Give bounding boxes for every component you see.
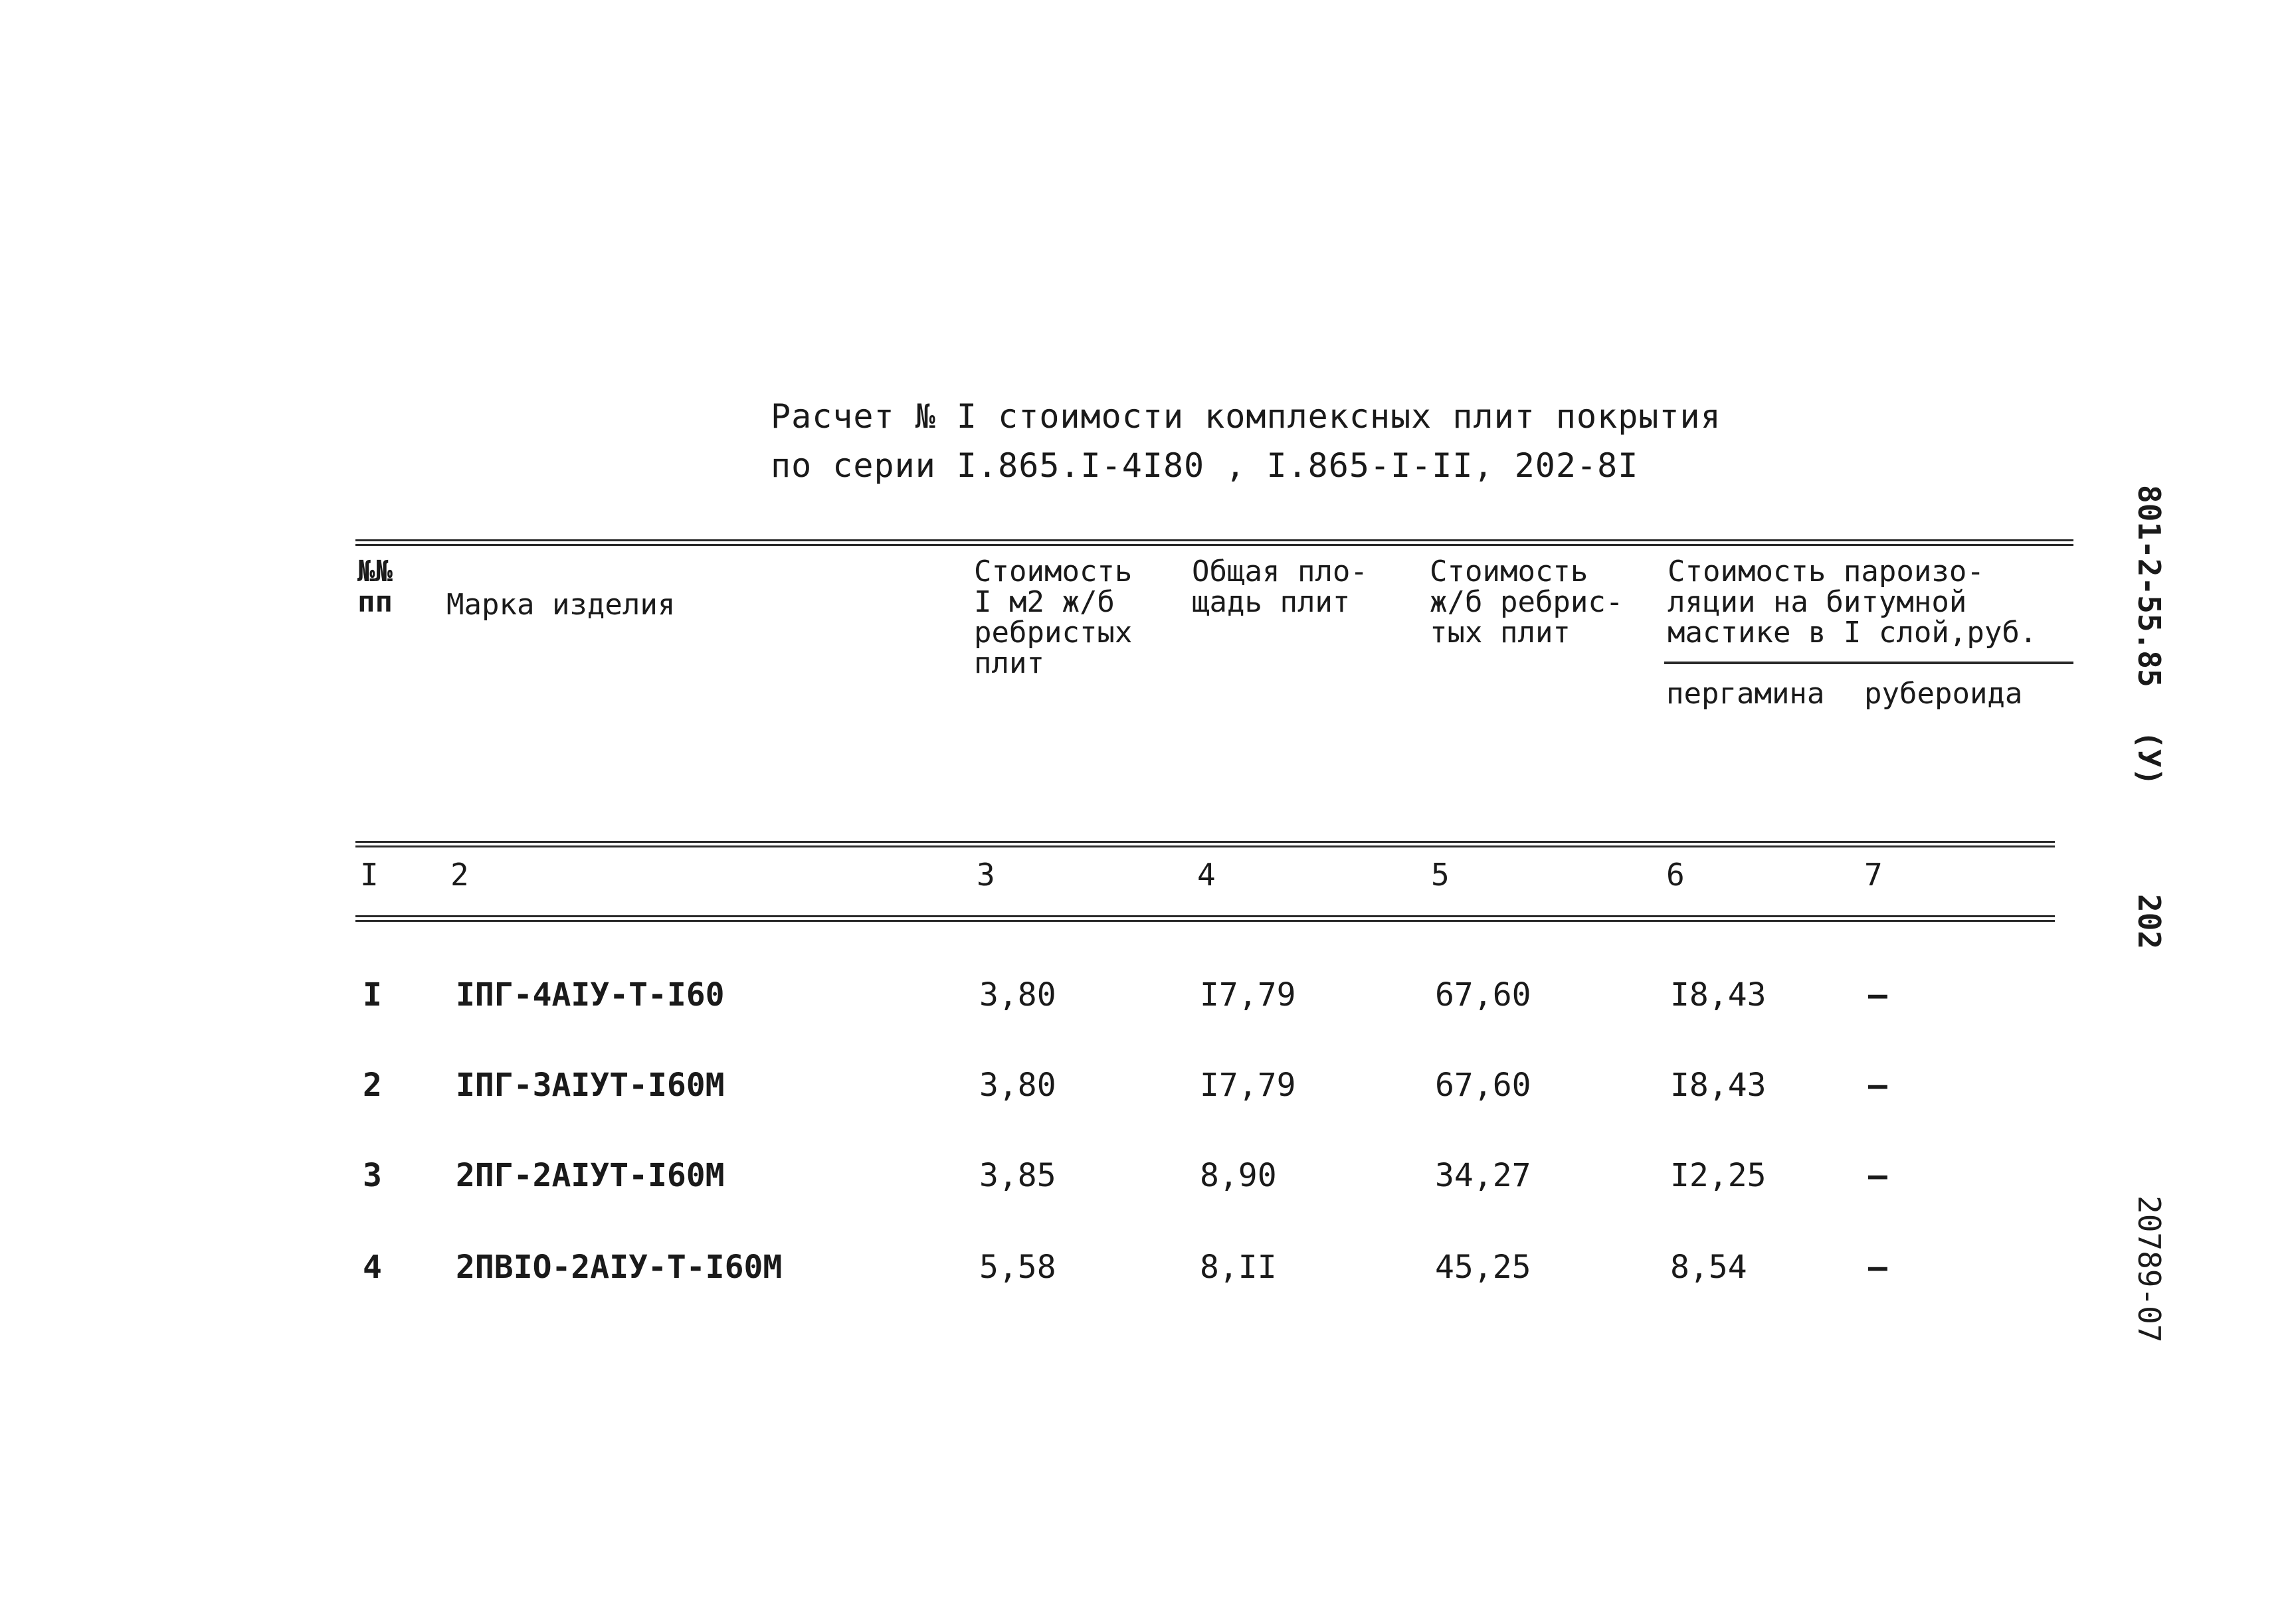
total-area: I7,79 [1200,976,1296,1014]
pergamin-cost: I2,25 [1670,1157,1767,1194]
header-cost-total: Стоимость ж/б ребрис- тых плит [1430,555,1624,650]
row-number: 3 [363,1157,382,1194]
ruberoid-cost: – [1868,976,1887,1014]
total-area: 8,II [1200,1249,1277,1286]
table-top-rule [355,539,2073,546]
header-cost-per-m2: Стоимость I м2 ж/б ребристых плит [974,555,1133,680]
document-subtitle: по серии I.865.I-4I80 , I.865-I-II, 202-8I [771,446,1639,485]
header-ruberoid: рубероида [1864,677,2023,711]
cost-total: 67,60 [1435,976,1531,1014]
cost-per-m2: 5,58 [979,1249,1056,1286]
column-number-5: 5 [1431,857,1450,893]
product-mark: 2ПГ-2АIУТ-I60М [456,1157,725,1194]
total-area: 8,90 [1200,1157,1277,1194]
pergamin-cost: I8,43 [1670,976,1767,1014]
product-mark: IПГ-3АIУТ-I60М [456,1067,725,1104]
inventory-number: 20789-07 [2131,1196,2167,1343]
variant-mark: (У) [2131,731,2167,786]
header-total-area: Общая пло- щадь плит [1192,555,1368,619]
product-mark: 2ПВIО-2АIУ-Т-I60М [456,1249,783,1286]
subheader-rule [1664,662,2073,664]
cost-per-m2: 3,80 [979,1067,1056,1104]
pergamin-cost: I8,43 [1670,1067,1767,1104]
column-numbers-top-rule [355,841,2055,847]
header-vapor-insulation: Стоимость пароизо- ляции на битумной мастике в I слой,руб. [1668,555,2038,650]
ruberoid-cost: – [1868,1249,1887,1286]
total-area: I7,79 [1200,1067,1296,1104]
column-number-1: I [360,857,379,893]
cost-total: 67,60 [1435,1067,1531,1104]
cost-per-m2: 3,80 [979,976,1056,1014]
column-number-4: 4 [1197,857,1216,893]
column-number-6: 6 [1666,857,1685,893]
document-title: Расчет № I стоимости комплексных плит покрытия [771,397,1721,436]
column-number-7: 7 [1864,857,1883,893]
cost-total: 45,25 [1435,1249,1531,1286]
row-number: 4 [363,1249,382,1286]
header-pergamin: пергамина [1666,677,1825,711]
column-number-3: 3 [977,857,995,893]
ruberoid-cost: – [1868,1067,1887,1104]
cost-total: 34,27 [1435,1157,1531,1194]
cost-per-m2: 3,85 [979,1157,1056,1194]
page-number: 202 [2131,894,2167,950]
product-mark: IПГ-4АIУ-Т-I60 [456,976,725,1014]
header-row-number: №№ пп [357,555,393,619]
pergamin-cost: 8,54 [1670,1249,1747,1286]
ruberoid-cost: – [1868,1157,1887,1194]
row-number: I [363,976,382,1014]
document-code: 801-2-55.85 [2131,485,2167,687]
column-number-2: 2 [450,857,469,893]
column-numbers-bottom-rule [355,915,2055,922]
row-number: 2 [363,1067,382,1104]
header-mark: Марка изделия [446,588,676,622]
